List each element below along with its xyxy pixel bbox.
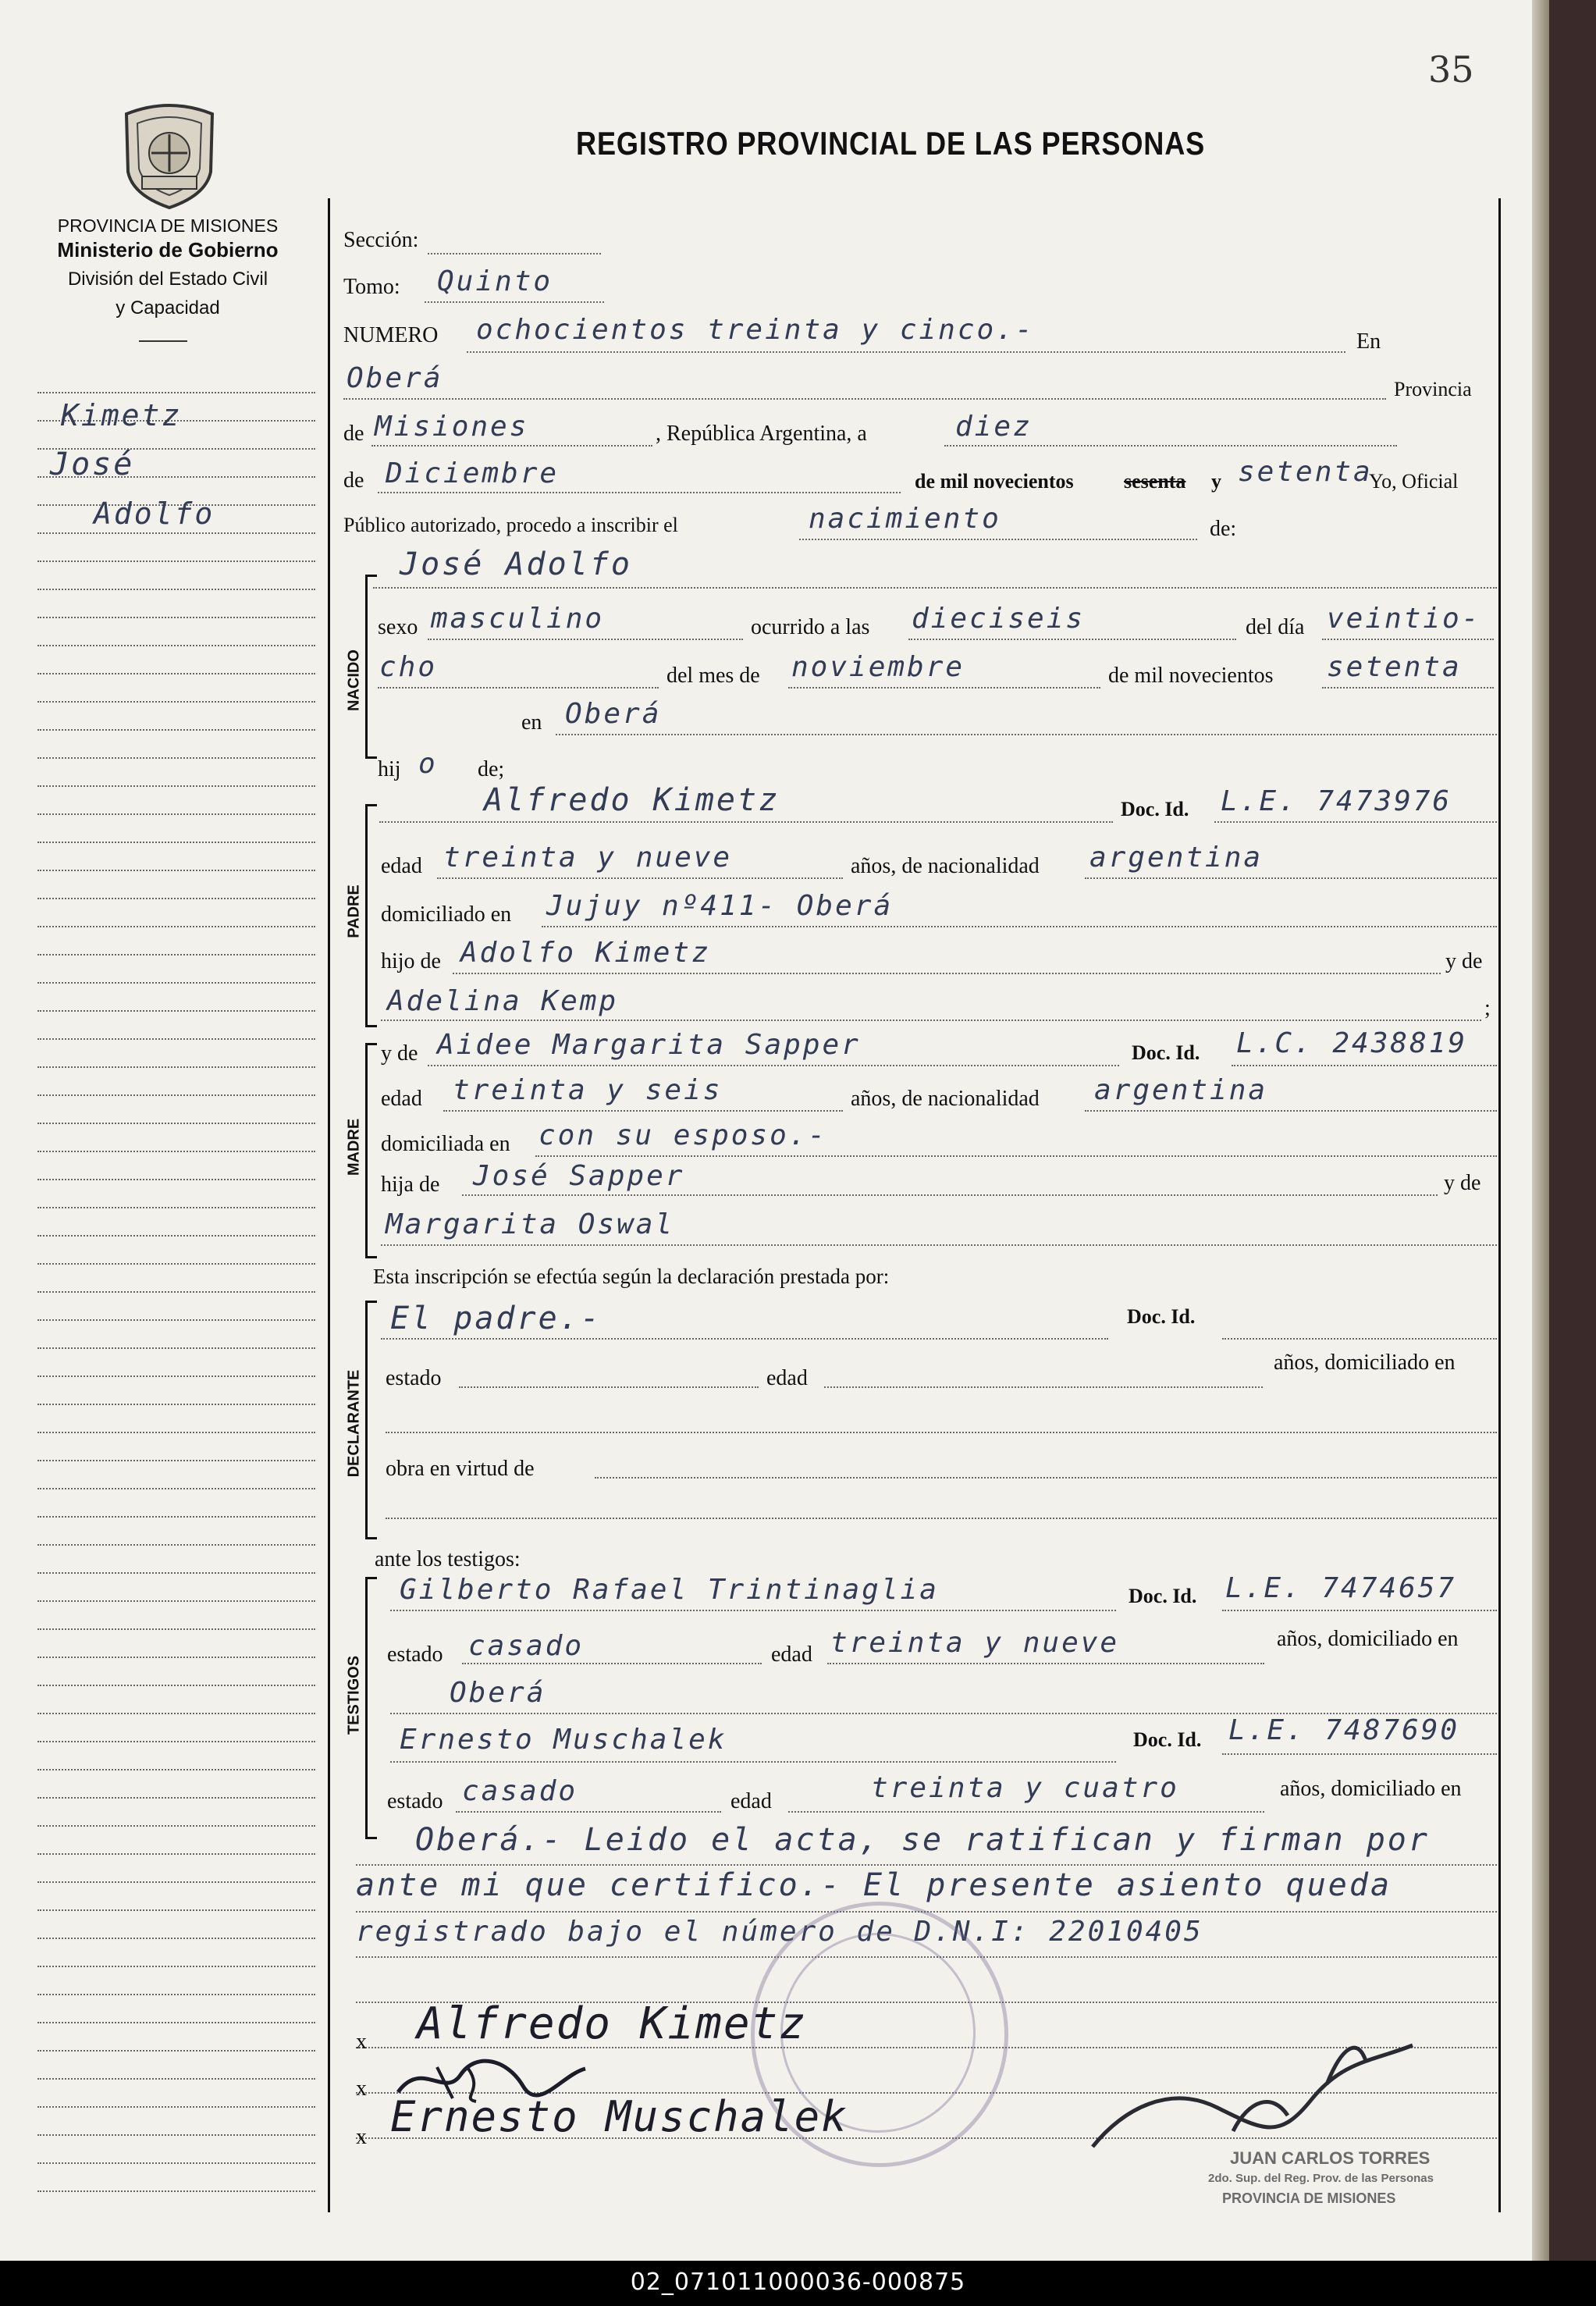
- declarante-domicilio-line: [386, 1432, 1497, 1433]
- cierre-line-1-rule: [356, 1864, 1497, 1866]
- padre-hijo-de-label: hijo de: [381, 949, 441, 973]
- declarante-nombre: El padre.-: [390, 1301, 602, 1336]
- padre-nombre: Alfredo Kimetz: [484, 782, 780, 818]
- declaracion-label: Esta inscripción se efectúa según la declaración prestada por:: [373, 1265, 890, 1288]
- declarante-nombre-line: [381, 1338, 1108, 1340]
- numero-value: ochocientos treinta y cinco.-: [476, 314, 1035, 346]
- tomo-label: Tomo:: [343, 275, 400, 299]
- margin-rule: [37, 1938, 315, 1939]
- margin-rule: [37, 2106, 315, 2108]
- declarante-obra-line-2: [386, 1518, 1497, 1519]
- madre-doc-line: [1232, 1065, 1497, 1066]
- sexo-value: masculino: [431, 603, 605, 635]
- margin-rule: [37, 673, 315, 674]
- dia-nac-line: [1322, 639, 1494, 640]
- madre-doc-value: L.C. 2438819: [1236, 1027, 1468, 1059]
- del-dia-label: del día: [1246, 615, 1305, 639]
- testigo1-nombre-line: [390, 1610, 1116, 1611]
- margin-rule: [37, 1685, 315, 1686]
- province-seal-icon: [119, 97, 220, 211]
- margin-rule: [37, 1909, 315, 1911]
- anio-nac-line: [1322, 687, 1494, 689]
- margin-rule: [37, 1853, 315, 1855]
- padre-doc-line: [1214, 821, 1497, 823]
- anio-nac-value: setenta: [1327, 651, 1462, 683]
- margin-rule: [37, 785, 315, 787]
- testigo2-edad: treinta y cuatro: [871, 1772, 1179, 1804]
- margin-rule: [37, 1010, 315, 1012]
- declarante-obra-line: [595, 1477, 1497, 1479]
- testigo1-dom-label: años, domiciliado en: [1277, 1627, 1459, 1651]
- madre-y-de2-label: y de: [1444, 1171, 1481, 1195]
- firma1-x: x: [356, 2030, 367, 2054]
- margin-rule: [37, 757, 315, 759]
- margin-rule: [37, 2190, 315, 2192]
- margin-rule: [37, 842, 315, 843]
- margin-name-2: Adolfo: [94, 496, 215, 531]
- localidad-value: Oberá: [347, 362, 443, 394]
- padre-domicilio-line: [542, 926, 1497, 927]
- localidad-line: [343, 398, 1386, 400]
- madre-hija-de-label: hija de: [381, 1173, 440, 1197]
- padre-y-de-label: y de: [1445, 949, 1483, 973]
- margin-rule: [37, 2162, 315, 2164]
- margin-rule: [37, 1319, 315, 1321]
- dia-nac-value-1: veintio-: [1327, 603, 1481, 635]
- declarante-obra-label: obra en virtud de: [386, 1457, 535, 1481]
- margin-rule: [37, 1657, 315, 1658]
- margin-rule: [37, 1151, 315, 1152]
- margin-rule: [37, 1488, 315, 1489]
- testigo2-estado-label: estado: [387, 1789, 443, 1813]
- padre-domicilio-value: Jujuy nº411- Oberá: [546, 890, 894, 922]
- margin-rule: [37, 1179, 315, 1180]
- testigo1-edad-line: [827, 1663, 1264, 1664]
- padre-semicolon: ;: [1484, 996, 1491, 1020]
- firma1-signature: Alfredo Kimetz: [417, 1998, 808, 2049]
- padre-bracket: [365, 804, 377, 1027]
- padre-section-label: PADRE: [345, 884, 363, 938]
- testigo1-doc-line: [1222, 1610, 1497, 1611]
- testigo1-doc: L.E. 7474657: [1225, 1572, 1457, 1604]
- margin-rule: [37, 1713, 315, 1714]
- tomo-value: Quinto: [437, 265, 553, 297]
- madre-madre: Margarita Oswal: [386, 1208, 675, 1240]
- hijo-de-label: de;: [478, 757, 505, 781]
- declarante-edad-line: [824, 1386, 1263, 1388]
- margin-rule: [37, 1516, 315, 1518]
- padre-nac-value: argentina: [1089, 842, 1264, 874]
- provincia-label: Provincia: [1394, 378, 1472, 400]
- publico-label: Público autorizado, procedo a inscribir el: [343, 514, 678, 536]
- anio-struck: sesenta: [1124, 470, 1186, 493]
- madre-domicilio-label: domiciliada en: [381, 1132, 510, 1156]
- declarante-estado-label: estado: [386, 1366, 442, 1390]
- sexo-line: [428, 639, 743, 640]
- de-colon: de:: [1210, 517, 1237, 541]
- declarante-domicilio-label: años, domiciliado en: [1274, 1351, 1456, 1375]
- right-frame-line: [1498, 198, 1501, 2212]
- testigo1-doc-label: Doc. Id.: [1129, 1585, 1197, 1607]
- nacido-nombre-line: [373, 587, 1497, 589]
- margin-rule: [37, 589, 315, 590]
- anio-nac-label: de mil novecientos: [1108, 664, 1274, 688]
- testigo1-nombre: Gilberto Rafael Trintinaglia: [400, 1574, 939, 1606]
- margin-rule: [37, 1460, 315, 1461]
- margin-surname: Kimetz: [61, 398, 183, 432]
- hora-value: dieciseis: [912, 603, 1086, 635]
- margin-rule: [37, 1404, 315, 1405]
- org-province: PROVINCIA DE MISIONES: [57, 215, 279, 236]
- margin-rule: [37, 392, 315, 393]
- dia-value: diez: [955, 411, 1033, 443]
- republica-label: , República Argentina, a: [656, 422, 867, 446]
- margin-rule: [37, 1347, 315, 1349]
- madre-edad-label: edad: [381, 1087, 422, 1111]
- testigo2-doc: L.E. 7487690: [1228, 1714, 1460, 1746]
- margin-rule: [37, 813, 315, 815]
- testigo1-estado-line: [462, 1663, 762, 1664]
- madre-doc-label: Doc. Id.: [1132, 1041, 1200, 1064]
- padre-nac-line: [1085, 877, 1497, 879]
- padre-edad-label: edad: [381, 854, 422, 878]
- padre-madre-line: [381, 1020, 1481, 1021]
- oficial-name: JUAN CARLOS TORRES: [1230, 2148, 1431, 2168]
- declarante-estado-line: [459, 1386, 759, 1388]
- sexo-label: sexo: [378, 615, 418, 639]
- padre-doc-value: L.E. 7473976: [1221, 785, 1452, 817]
- margin-rule: [37, 1881, 315, 1883]
- org-division: División del Estado Civil: [67, 269, 268, 290]
- del-mes-label: del mes de: [666, 664, 760, 688]
- page-title: REGISTRO PROVINCIAL DE LAS PERSONAS: [576, 125, 1206, 162]
- cierre-line-3: registrado bajo el número de D.N.I: 22010405: [356, 1916, 1203, 1948]
- madre-bracket: [365, 1043, 377, 1258]
- madre-padre: José Sapper: [473, 1160, 685, 1192]
- margin-rule: [37, 1628, 315, 1630]
- padre-doc-label: Doc. Id.: [1121, 798, 1189, 820]
- margin-rule: [37, 1825, 315, 1827]
- tomo-line: [425, 301, 604, 303]
- padre-padre-line: [453, 973, 1441, 974]
- dia-nac-line-2: [378, 687, 659, 689]
- cierre-line-1: Oberá.- Leido el acta, se ratifican y firman por: [415, 1822, 1430, 1858]
- margin-rule: [37, 1123, 315, 1124]
- padre-edad-line: [437, 877, 843, 879]
- margin-rule: [37, 1066, 315, 1068]
- margin-rule: [37, 1572, 315, 1574]
- testigo2-doc-label: Doc. Id.: [1133, 1728, 1202, 1751]
- org-capacity: y Capacidad: [116, 297, 220, 318]
- numero-line: [467, 351, 1345, 353]
- margin-rule: [37, 2078, 315, 2080]
- testigo2-dom-label: años, domiciliado en: [1280, 1777, 1462, 1801]
- margin-rule: [37, 1544, 315, 1546]
- madre-nac-label: años, de nacionalidad: [851, 1087, 1040, 1111]
- provincia-line: [371, 445, 652, 447]
- de-label: de: [343, 422, 364, 446]
- testigos-bracket: [365, 1577, 377, 1839]
- margin-rule: [37, 1432, 315, 1433]
- madre-edad-value: treinta y seis: [453, 1074, 723, 1106]
- madre-nac-value: argentina: [1094, 1074, 1268, 1106]
- mes-line: [378, 492, 901, 493]
- acto-line: [799, 539, 1197, 540]
- margin-rule: [37, 2022, 315, 2023]
- margin-rule: [37, 1994, 315, 1995]
- margin-rule: [37, 729, 315, 731]
- testigo1-domicilio: Oberá: [450, 1677, 546, 1709]
- testigo1-estado: casado: [468, 1630, 585, 1662]
- margin-rule: [37, 2134, 315, 2136]
- testigo2-estado: casado: [462, 1775, 578, 1807]
- seccion-label: Sección:: [343, 228, 419, 252]
- madre-domicilio-line: [535, 1155, 1497, 1157]
- testigo2-nombre-line: [390, 1761, 1116, 1763]
- declarante-doc-line: [1222, 1338, 1497, 1340]
- declarante-edad-label: edad: [766, 1366, 808, 1390]
- margin-rule: [37, 898, 315, 899]
- madre-section-label: MADRE: [345, 1118, 363, 1176]
- madre-nombre: Aidee Margarita Sapper: [437, 1029, 861, 1061]
- declarante-doc-label: Doc. Id.: [1127, 1305, 1196, 1328]
- margin-rule: [37, 982, 315, 984]
- margin-rule: [37, 701, 315, 703]
- oficial-label: Yo, Oficial: [1369, 470, 1459, 493]
- hijo-label: hij: [378, 757, 401, 781]
- margin-rule: [37, 1094, 315, 1096]
- nacido-nombre: José Adolfo: [400, 546, 632, 582]
- cierre-line-2: ante mi que certifico.- El presente asiento queda: [356, 1867, 1392, 1903]
- madre-madre-line: [381, 1244, 1497, 1246]
- declarante-bracket: [365, 1301, 377, 1539]
- padre-padre: Adolfo Kimetz: [460, 937, 711, 969]
- page-number: 35: [1428, 48, 1474, 91]
- madre-edad-line: [443, 1110, 843, 1112]
- dia-nac-value-2: cho: [379, 651, 438, 683]
- margin-rule: [37, 954, 315, 955]
- margin-rule: [37, 1741, 315, 1742]
- oficial-province: PROVINCIA DE MISIONES: [1222, 2190, 1396, 2206]
- testigo2-doc-line: [1222, 1753, 1497, 1755]
- testigo1-estado-label: estado: [387, 1642, 443, 1667]
- testigos-label: ante los testigos:: [375, 1547, 521, 1571]
- ocurrido-label: ocurrido a las: [751, 615, 870, 639]
- lugar-nac-value: Oberá: [565, 698, 662, 730]
- provincia-value: Misiones: [375, 411, 529, 443]
- testigo1-edad-label: edad: [771, 1642, 812, 1667]
- margin-rule: [37, 870, 315, 871]
- oficial-signature-icon: [1077, 2014, 1467, 2170]
- margin-rule: [37, 1375, 315, 1377]
- testigo2-estado-line: [456, 1811, 721, 1813]
- madre-nombre-line: [428, 1065, 1119, 1066]
- mes-nac-value: noviembre: [791, 651, 965, 683]
- hora-line: [908, 639, 1236, 640]
- numero-label: NUMERO: [343, 323, 439, 347]
- firma2-x: x: [356, 2076, 367, 2101]
- anio-value: setenta: [1238, 456, 1373, 488]
- footer-image-id: 02_071011000036-000875: [630, 2269, 966, 2296]
- padre-edad-value: treinta y nueve: [443, 842, 733, 874]
- madre-y-de-label: y de: [381, 1041, 418, 1066]
- testigo2-nombre: Ernesto Muschalek: [400, 1724, 727, 1756]
- divider: [139, 340, 187, 342]
- lugar-nac-line: [556, 734, 1497, 735]
- margin-rule: [37, 1038, 315, 1040]
- padre-nombre-line: [379, 821, 1113, 823]
- left-frame-line: [328, 198, 330, 2212]
- margin-rule: [37, 1797, 315, 1799]
- dia-line: [944, 445, 1397, 447]
- margin-rule: [37, 1263, 315, 1265]
- mes-nac-line: [788, 687, 1100, 689]
- margin-rule: [37, 560, 315, 562]
- margin-rule: [37, 532, 315, 534]
- margin-rule: [37, 617, 315, 618]
- margin-rule: [37, 1235, 315, 1237]
- padre-nac-label: años, de nacionalidad: [851, 854, 1040, 878]
- en-nac-label: en: [521, 710, 542, 735]
- testigo1-edad: treinta y nueve: [830, 1627, 1120, 1659]
- margin-rule: [37, 1600, 315, 1602]
- testigos-section-label: TESTIGOS: [345, 1655, 363, 1735]
- org-ministry: Ministerio de Gobierno: [57, 238, 279, 262]
- firma3-signature: Ernesto Muschalek: [390, 2092, 848, 2141]
- acto-value: nacimiento: [809, 503, 1001, 535]
- oficial-title: 2do. Sup. del Reg. Prov. de las Personas: [1208, 2172, 1434, 2185]
- margin-rule: [37, 1291, 315, 1293]
- declarante-section-label: DECLARANTE: [345, 1369, 363, 1478]
- padre-madre: Adelina Kemp: [387, 985, 619, 1017]
- testigo2-edad-label: edad: [730, 1789, 772, 1813]
- margin-rule: [37, 1207, 315, 1208]
- madre-padre-line: [462, 1194, 1438, 1196]
- hijo-value: o: [418, 748, 438, 780]
- testigo2-edad-line: [788, 1811, 1264, 1813]
- madre-domicilio-value: con su esposo.-: [539, 1119, 828, 1151]
- en-label: En: [1356, 329, 1381, 354]
- nacido-section-label: NACIDO: [345, 649, 363, 711]
- mes-value: Diciembre: [386, 457, 560, 489]
- margin-rule: [37, 926, 315, 927]
- anio-y: y: [1211, 470, 1221, 493]
- margin-rule: [37, 1769, 315, 1770]
- madre-nac-line: [1085, 1110, 1497, 1112]
- margin-rule: [37, 645, 315, 646]
- firma3-x: x: [356, 2125, 367, 2149]
- anio-label: de mil novecientos: [915, 470, 1074, 493]
- de2-label: de: [343, 468, 364, 493]
- padre-domicilio-label: domiciliado en: [381, 902, 512, 927]
- seccion-line: [428, 253, 601, 254]
- margin-rule: [37, 2050, 315, 2052]
- margin-name-1: José: [50, 447, 135, 482]
- margin-rule: [37, 1966, 315, 1967]
- nacido-bracket: [365, 575, 377, 759]
- book-edge: [1532, 0, 1549, 2261]
